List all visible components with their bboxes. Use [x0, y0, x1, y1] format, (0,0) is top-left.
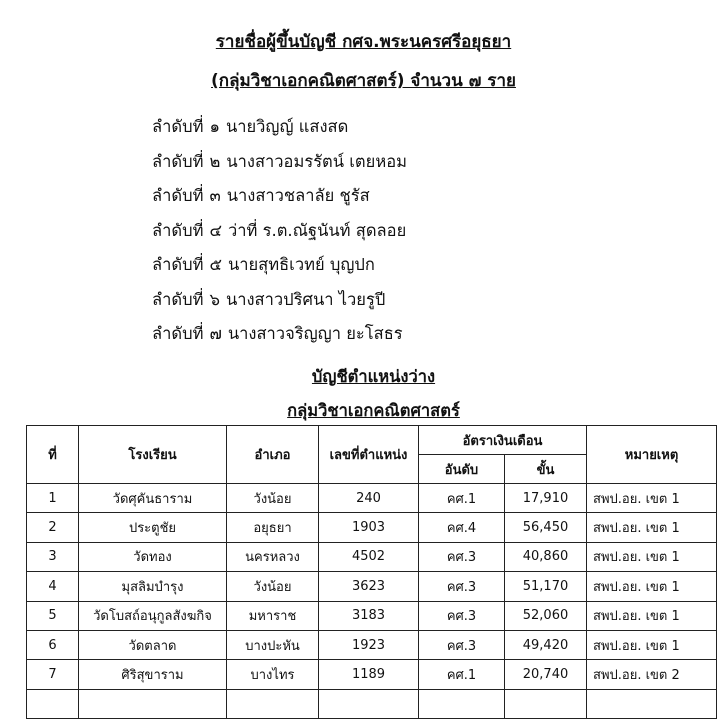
cell-position-no: 1923 — [319, 630, 419, 659]
cell-district: บางปะหัน — [227, 630, 319, 659]
cell-position-no: 3183 — [319, 601, 419, 630]
header-no: ที่ — [27, 426, 79, 484]
cell-step: 40,860 — [505, 542, 587, 571]
cell-school: วัดศุคันธาราม — [79, 484, 227, 513]
cell-empty — [227, 689, 319, 718]
vacancy-table — [26, 425, 717, 719]
section-subtitle: กลุ่มวิชาเอกคณิตศาสตร์ — [287, 401, 460, 420]
cell-district: บางไทร — [227, 660, 319, 689]
header-school: โรงเรียน — [79, 426, 227, 484]
table-header-row — [27, 426, 717, 455]
cell-school: ประตูชัย — [79, 513, 227, 542]
cell-no: 1 — [27, 484, 79, 513]
list-item — [152, 287, 407, 322]
cell-school: วัดโบสถ์อนุกูลสังฆกิจ — [79, 601, 227, 630]
cell-empty — [505, 689, 587, 718]
cell-empty — [587, 689, 717, 718]
header-district: อำเภอ — [227, 426, 319, 484]
person-name: นางสาวอมรรัตน์ เตยหอม — [226, 151, 407, 171]
table-row — [27, 513, 717, 542]
cell-school: มุสลิมบำรุง — [79, 572, 227, 601]
cell-step: 56,450 — [505, 513, 587, 542]
cell-no: 4 — [27, 572, 79, 601]
cell-rank: คศ.1 — [419, 660, 505, 689]
cell-district: วังน้อย — [227, 572, 319, 601]
cell-school: วัดทอง — [79, 542, 227, 571]
cell-step: 52,060 — [505, 601, 587, 630]
cell-school: ศิริสุขาราม — [79, 660, 227, 689]
cell-rank: คศ.1 — [419, 484, 505, 513]
order-number: ๔ — [209, 220, 222, 240]
cell-no: 6 — [27, 630, 79, 659]
cell-empty — [79, 689, 227, 718]
cell-rank: คศ.3 — [419, 572, 505, 601]
cell-no: 7 — [27, 660, 79, 689]
table-row — [27, 660, 717, 689]
header-step: ขั้น — [505, 455, 587, 484]
cell-rank: คศ.4 — [419, 513, 505, 542]
order-number: ๓ — [209, 186, 221, 205]
header-salary: อัตราเงินเดือน — [419, 426, 587, 455]
cell-position-no: 240 — [319, 484, 419, 513]
order-number: ๗ — [209, 324, 222, 343]
cell-rank: คศ.3 — [419, 630, 505, 659]
cell-district: มหาราช — [227, 601, 319, 630]
cell-note: สพป.อย. เขต 1 — [587, 484, 717, 513]
table-row — [27, 601, 717, 630]
person-name: นางสาวปริศนา ไวยรูปี — [225, 289, 386, 309]
list-item — [152, 183, 407, 218]
cell-district: อยุธยา — [227, 513, 319, 542]
cell-step: 20,740 — [505, 660, 587, 689]
cell-rank: คศ.3 — [419, 542, 505, 571]
cell-note: สพป.อย. เขต 1 — [587, 542, 717, 571]
cell-no: 3 — [27, 542, 79, 571]
header-note: หมายเหตุ — [587, 426, 717, 484]
list-item — [152, 218, 407, 253]
cell-position-no: 3623 — [319, 572, 419, 601]
order-number: ๖ — [209, 289, 220, 309]
cell-position-no: 1189 — [319, 660, 419, 689]
cell-district: วังน้อย — [227, 484, 319, 513]
cell-no: 5 — [27, 601, 79, 630]
cell-note: สพป.อย. เขต 1 — [587, 601, 717, 630]
list-item — [152, 114, 407, 149]
cell-note: สพป.อย. เขต 1 — [587, 572, 717, 601]
cell-empty — [27, 689, 79, 718]
order-number: ๑ — [209, 117, 220, 136]
person-name: ว่าที่ ร.ต.ณัฐนันท์ สุดลอย — [227, 220, 407, 240]
table-row-empty — [27, 689, 717, 718]
table-row — [27, 484, 717, 513]
cell-position-no: 1903 — [319, 513, 419, 542]
cell-note: สพป.อย. เขต 1 — [587, 630, 717, 659]
order-label: ลำดับที่ — [152, 151, 204, 171]
order-number: ๒ — [209, 151, 221, 171]
order-number: ๕ — [209, 255, 222, 274]
person-name: นายสุทธิเวทย์ บุญปก — [227, 255, 375, 274]
person-name: นางสาวชลาลัย ชูรัส — [226, 186, 370, 205]
list-item — [152, 149, 407, 184]
cell-step: 49,420 — [505, 630, 587, 659]
person-name: นายวิญญ์ แสงสด — [225, 117, 349, 136]
cell-district: นครหลวง — [227, 542, 319, 571]
document-subtitle: (กลุ่มวิชาเอกคณิตศาสตร์) จำนวน ๗ ราย — [211, 71, 516, 91]
cell-empty — [319, 689, 419, 718]
list-item — [152, 321, 407, 356]
cell-step: 51,170 — [505, 572, 587, 601]
person-name: นางสาวจริญญา ยะโสธร — [227, 324, 403, 343]
cell-position-no: 4502 — [319, 542, 419, 571]
header-rank: อันดับ — [419, 455, 505, 484]
cell-empty — [419, 689, 505, 718]
cell-note: สพป.อย. เขต 2 — [587, 660, 717, 689]
document-title: รายชื่อผู้ขึ้นบัญชี กศจ.พระนครศรีอยุธยา — [215, 32, 512, 52]
cell-rank: คศ.3 — [419, 601, 505, 630]
order-label: ลำดับที่ — [152, 289, 204, 309]
table-row — [27, 572, 717, 601]
order-label: ลำดับที่ — [152, 255, 204, 274]
cell-no: 2 — [27, 513, 79, 542]
order-label: ลำดับที่ — [152, 186, 204, 205]
table-row — [27, 630, 717, 659]
table-row — [27, 542, 717, 571]
order-label: ลำดับที่ — [152, 117, 204, 136]
person-list — [152, 114, 407, 356]
header-position-no: เลขที่ตำแหน่ง — [319, 426, 419, 484]
order-label: ลำดับที่ — [152, 324, 204, 343]
section-title: บัญชีตำแหน่งว่าง — [311, 367, 436, 386]
order-label: ลำดับที่ — [152, 220, 204, 240]
cell-note: สพป.อย. เขต 1 — [587, 513, 717, 542]
list-item — [152, 252, 407, 287]
cell-step: 17,910 — [505, 484, 587, 513]
cell-school: วัดตลาด — [79, 630, 227, 659]
